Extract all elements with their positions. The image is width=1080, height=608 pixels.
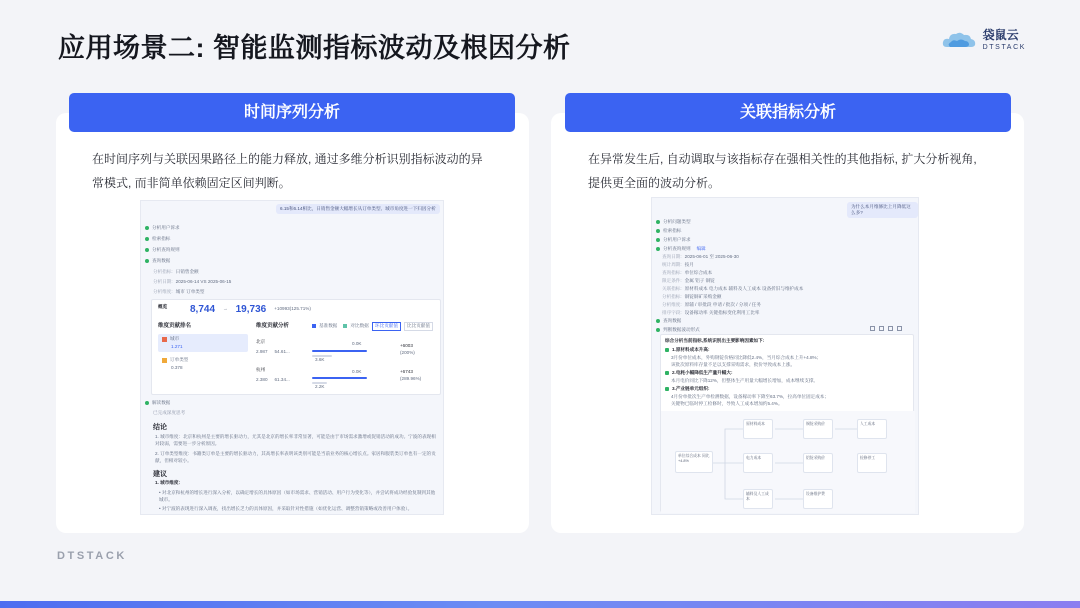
change-value: +6743 xyxy=(400,369,413,374)
meta-row: 分析维度: 城市 订单类型 xyxy=(153,289,205,294)
base-bar xyxy=(312,377,367,379)
overview-label: 概览 xyxy=(158,304,168,309)
thinking-status[interactable]: 已完成深度思考 xyxy=(153,410,186,415)
contrib-tabs[interactable] xyxy=(372,322,433,331)
step-item: 检索指标 xyxy=(145,237,170,242)
factor-item: 4月份单批次生产单检测数据，设备稼动率下降至63.7%，拉高单位固定成本； xyxy=(671,394,829,399)
step-item: 判断数据波动形式 xyxy=(656,328,700,333)
meta-row: 分析维度: 原辅 / 审批段 申请 / 批次 / 分项 / 任务 xyxy=(662,302,761,307)
brand xyxy=(941,29,1026,51)
change-pct: (289.96%) xyxy=(400,376,422,381)
change-value: +6003 xyxy=(400,343,413,348)
brand-name: 袋鼠云 xyxy=(982,28,1019,42)
step-item: 检索指标 xyxy=(656,229,681,234)
tree-node[interactable]: 原材料成本 xyxy=(743,419,773,439)
time-series-description: 在时间序列与关联因果路径上的能力释放, 通过多维分析识别指标波动的异常模式, 而非简单依赖固定区间判断。 xyxy=(92,152,483,190)
brand-name-en: DTSTACK xyxy=(982,44,1026,51)
base-value: 8,744 xyxy=(190,304,216,315)
step-item: 查询数据 xyxy=(656,319,681,324)
suggest-heading: 建议 xyxy=(153,471,167,478)
step-item: 分析查询规则 xyxy=(145,248,180,253)
factor-title: 2.电耗小幅降低生产量升幅大: xyxy=(665,371,733,376)
bar-scale: 0.0K xyxy=(352,341,362,346)
tree-node[interactable]: 设备维护费 xyxy=(803,489,833,509)
step-item: 查询数据 xyxy=(145,259,170,264)
cloud-logo-icon xyxy=(941,29,977,51)
slide-title: 应用场景二: 智能监测指标波动及根因分析 xyxy=(58,33,571,63)
copy-icon[interactable] xyxy=(888,326,893,331)
tab-yoy[interactable]: 比比贡献值 xyxy=(404,322,433,331)
city-values: 2.987 54.61... xyxy=(256,349,290,354)
tab-mom[interactable]: 环比贡献值 xyxy=(372,322,401,331)
tree-node[interactable]: 电力成本 xyxy=(743,453,773,473)
compare-value: 19,736 xyxy=(235,304,267,315)
correlation-screenshot xyxy=(651,197,919,515)
rank-title: 维度贡献排名 xyxy=(158,323,192,329)
meta-row: 分析指标: 日销售金额 xyxy=(153,269,199,274)
overview-panel xyxy=(151,299,441,395)
root-cause-tree xyxy=(661,411,915,513)
factor-item: 本月电价同比下降12%，但整体生产用量大幅增长增加，成本继续支撑。 xyxy=(671,378,819,383)
step-item: 分析问题类型 xyxy=(656,220,691,225)
footer-logo: DTSTACK xyxy=(57,550,127,562)
rank-item[interactable]: 订单类型 0.378 xyxy=(158,355,248,373)
factor-item: 该批次原料库存量不足以支撑采购需求，批价导致成本上涨。 xyxy=(671,362,796,367)
conclusion-heading: 结论 xyxy=(153,424,167,431)
time-series-screenshot xyxy=(140,200,444,515)
factor-item: 关键物已临时停工检修时，导致人工成本增加约5.4%。 xyxy=(671,401,783,406)
meta-row: 关联指标: 原材料成本 电力成本 辅料及人工成本 设备折旧与维护成本 xyxy=(662,286,804,291)
meta-row: 查询日期: 2025-06-01 至 2025-06-30 xyxy=(662,254,739,259)
chart-legend: 基准数据 对比数据 xyxy=(312,324,369,329)
tree-node[interactable]: 铜锭采购价 xyxy=(803,419,833,439)
conclusion-item: 1. 城市维度：北京和杭州是主要的增长驱动力，尤其是北京的增长率非常显著，可能是由于市场需求激增或促销活动的成功。宁波的表现相对较弱，需要进一步分析原因。 xyxy=(155,434,436,446)
rank-item-selected[interactable]: 城市 1.271 xyxy=(158,334,248,352)
toolbar xyxy=(870,326,902,331)
step-item: 分析用户诉求 xyxy=(145,226,180,231)
bar-scale: 0.0K xyxy=(352,369,362,374)
tree-node[interactable]: 辅料及人工成本 xyxy=(743,489,773,509)
meta-row: 查询指标: 单位综合成本 xyxy=(662,270,713,275)
city-name: 杭州 xyxy=(256,367,266,372)
correlation-header: 关联指标分析 xyxy=(565,93,1011,132)
meta-row: 分析指标: 铜锭铜矿采购金额 xyxy=(662,294,722,299)
factor-item: 3月份单位成本，外购钢锭价格同比降低2.4%，当月综合成本上升+4.8%； xyxy=(671,355,822,360)
download-icon[interactable] xyxy=(897,326,902,331)
table-view-icon[interactable] xyxy=(870,326,875,331)
analysis-panel xyxy=(660,334,914,512)
suggest-item: • 对宁波的表现进行深入调查，找出增长乏力的具体原因，并采取针对性措施（如优化运营、调整营销策略或改善用户体验）。 xyxy=(159,506,413,511)
meta-row: 限定条件: 金属 铝子 铜锭 xyxy=(662,278,715,283)
step-item: 分析用户诉求 xyxy=(656,238,691,243)
tree-node[interactable]: 人工成本 xyxy=(857,419,887,439)
bar-low-label: 2.2K xyxy=(315,384,325,389)
tree-root-node[interactable]: 单位综合成本 同比 +4.8% xyxy=(675,451,713,473)
user-question-bubble: 为什么本月维修比上月降低这么多? xyxy=(847,202,918,218)
meta-row: 分析日期: 2025-06-14 VS 2025-06-15 xyxy=(153,279,232,284)
bottom-gradient-bar xyxy=(0,601,1080,608)
correlation-description: 在异常发生后, 自动调取与该指标存在强相关性的其他指标, 扩大分析视角, 提供更全面的波动分析。 xyxy=(588,152,977,190)
bar-low-label: 3.6K xyxy=(315,357,325,362)
factor-title: 1.原材料成本升高: xyxy=(665,348,710,353)
city-name: 北京 xyxy=(256,339,266,344)
factor-title: 3.产业链单元组织: xyxy=(665,387,710,392)
delta-value: +10993(125.71%) xyxy=(274,306,311,312)
time-series-header: 时间序列分析 xyxy=(69,93,515,132)
change-pct: (200%) xyxy=(400,350,415,355)
meta-row: 排序字段: 设备稼动率 关键指标变化利用工比率 xyxy=(662,310,760,315)
chart-view-icon[interactable] xyxy=(879,326,884,331)
contrib-title: 维度贡献分析 xyxy=(256,323,290,329)
step-item: 分析查询规则 编辑 xyxy=(656,247,706,252)
edit-link[interactable]: 编辑 xyxy=(696,246,706,251)
step-item: 解读数据 xyxy=(145,401,170,406)
user-question-bubble: 6.15和6.14相比，日销售金额大幅增长从订单类型、城市角度进一下归因分析 xyxy=(276,204,440,214)
tree-node[interactable]: 铝锭采购价 xyxy=(803,453,833,473)
tree-node[interactable]: 检修停工 xyxy=(857,453,887,473)
conclusion-item: 2. 订单类型维度：书籍类订单是主要的增长驱动力，其高增长率表明该类别可能是当前业务的核心增长点。家居和服装类订单也有一定的贡献，但相对较小。 xyxy=(155,451,436,463)
suggest-item: 1. 城市维度： xyxy=(155,480,184,485)
summary-title: 综合分析当前指标,系统识别出主要影响因素如下: xyxy=(665,338,765,343)
suggest-item: • 对北京和杭州的增长进行深入分析，以确定增长的具体原因（如市场需求、营销活动、用户行为变化等），并尝试将成功经验复制到其他城市。 xyxy=(159,490,436,502)
base-bar xyxy=(312,350,367,352)
city-values: 2.380 61.34... xyxy=(256,377,290,382)
meta-row: 统计周期: 按月 xyxy=(662,262,694,267)
arrow-right-icon: → xyxy=(223,306,228,312)
